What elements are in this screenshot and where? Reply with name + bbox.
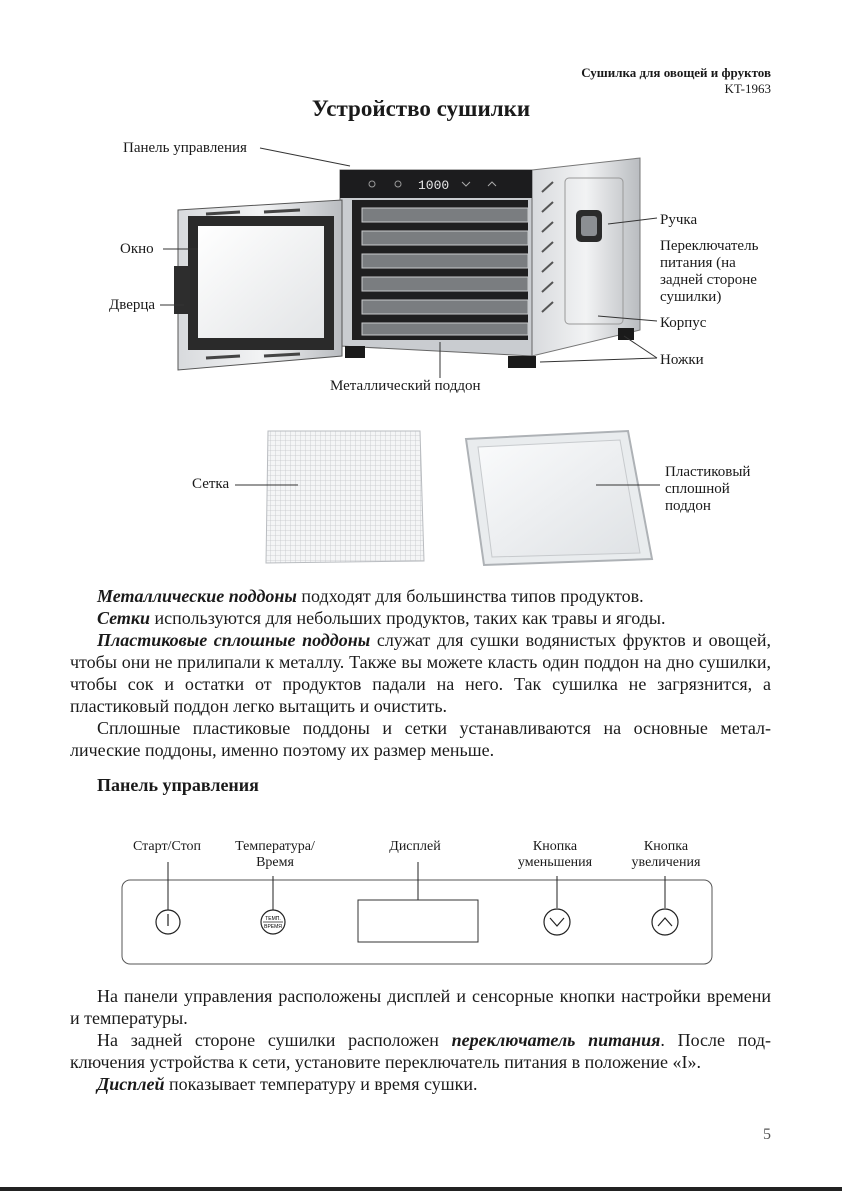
label-temp-time: Температура/ Время (235, 839, 315, 870)
label-power-switch: Переключатель питания (на задней стороне сушилки) (660, 238, 759, 305)
door-handle-icon (174, 266, 190, 314)
label-start-stop: Старт/Стоп (132, 839, 202, 854)
control-panel-diagram (0, 850, 842, 970)
label-plastic-tray: Пластиковый сплошной поддон (665, 464, 751, 514)
label-metal-tray: Металлический поддон (330, 378, 481, 394)
label-up-button: Кнопка увеличения (631, 839, 701, 870)
label-down-button: Кнопка уменьшения (517, 839, 593, 870)
label-control-panel: Панель управления (123, 140, 247, 156)
temp-time-button-icon (261, 910, 285, 934)
device-display-readout: 1000 (418, 178, 450, 193)
label-body: Корпус (660, 315, 707, 331)
foot-front-left (345, 346, 365, 358)
label-window: Окно (120, 241, 154, 257)
foot-front-right (508, 356, 536, 368)
header-product-name: Сушилка для овощей и фруктов (581, 65, 771, 80)
display-window (358, 900, 478, 942)
label-handle: Ручка (660, 212, 698, 228)
header-model: KT-1963 (724, 81, 771, 96)
label-mesh: Сетка (192, 476, 230, 492)
label-door: Дверца (109, 297, 156, 313)
label-legs: Ножки (660, 352, 704, 368)
body-text-control-panel: На панели управления расположены дисплей и сенсорные кнопки настройки времени и температуры. На задней стороне сушилки расположен переключатель питания. После подключения устройства к сети, установите переключатель питания в положение «I». Дисплей показывает температуру и время сушки. (70, 986, 771, 1094)
svg-text:ВРЕМЯ: ВРЕМЯ (264, 924, 282, 930)
page-number: 5 (763, 1126, 771, 1143)
mesh-sheet (266, 431, 424, 563)
section-heading-control-panel: Панель управления (97, 775, 259, 795)
svg-text:ТЕМП.: ТЕМП. (265, 916, 281, 922)
bottom-rule (0, 1187, 842, 1191)
label-display: Дисплей (389, 839, 441, 854)
foot-rear (618, 328, 634, 340)
page-title: Устройство сушилки (311, 96, 531, 121)
door-window-glass (198, 226, 324, 338)
body-text-accessories: Металлические поддоны подходят для большинства типов продуктов. Сетки используются для небольших продуктов, таких как травы и ягоды. Пластиковые сплошные поддоны служат для сушки водянистых фруктов и овощей, чтобы они не прилипали к металлу. Также вы можете класть один поддон на дно сушилки, чтобы сок и остатки от продуктов падали на него. Так сушилка не загрязнится, а пластиковый поддон легко вытащить и очистить. Сплошные пластиковые поддоны и сетки устанавливаются на основные металлические поддоны, именно поэтому их размер меньше. (70, 586, 771, 760)
